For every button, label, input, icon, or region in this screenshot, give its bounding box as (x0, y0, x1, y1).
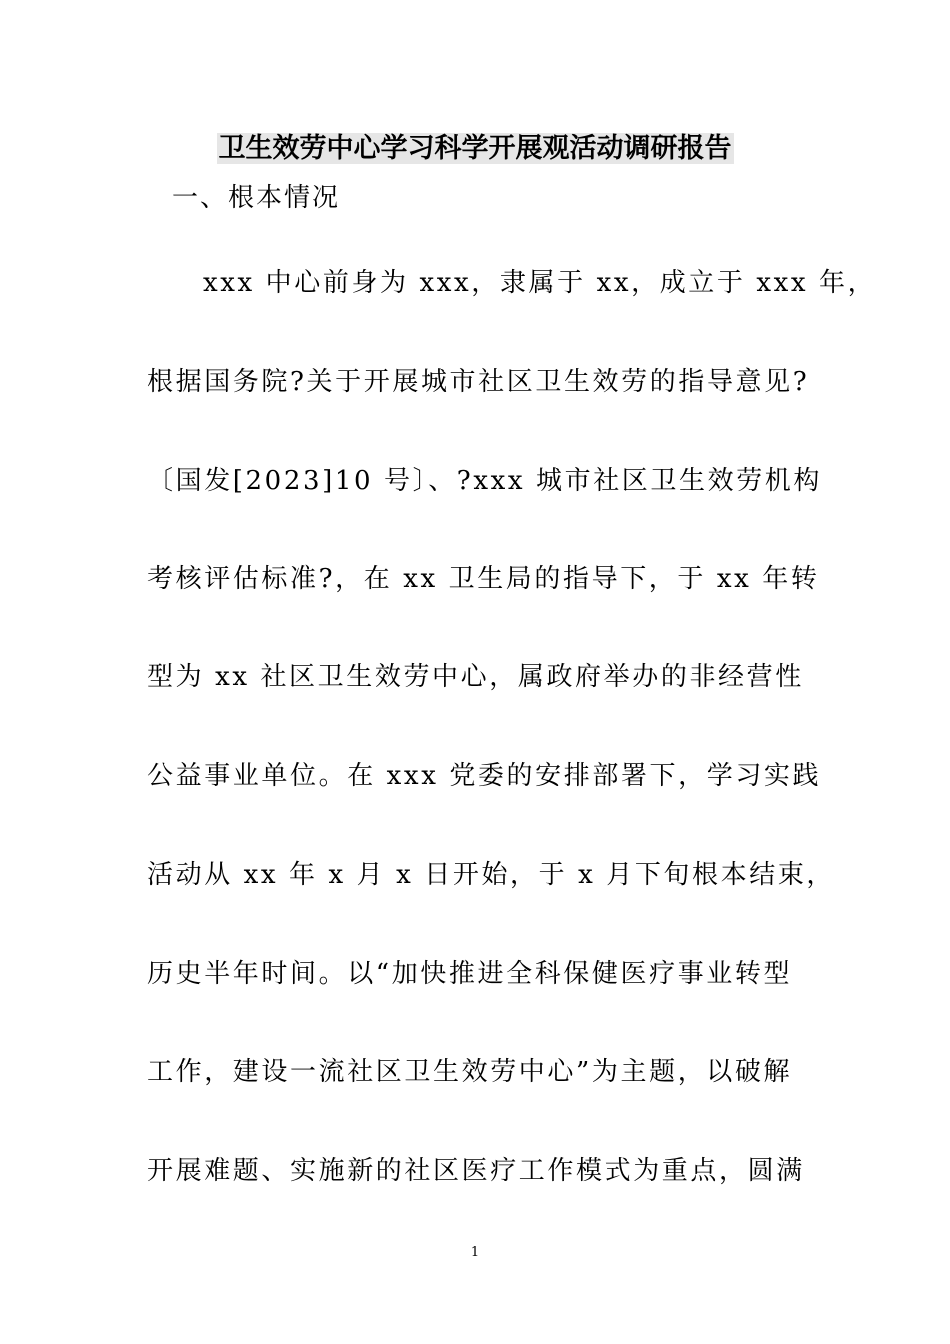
section-heading: 一、根本情况 (172, 183, 341, 213)
paragraph-line: 型为 xx 社区卫生效劳中心，属政府举办的非经营性 (147, 662, 804, 692)
paragraph-line: 工作，建设一流社区卫生效劳中心”为主题，以破解 (147, 1057, 793, 1087)
paragraph-line: 根据国务院?关于开展城市社区卫生效劳的指导意见? (147, 367, 810, 397)
paragraph-line: 开展难题、实施新的社区医疗工作模式为重点，圆满 (147, 1156, 805, 1186)
paragraph-line: 公益事业单位。在 xxx 党委的安排部署下，学习实践 (147, 761, 822, 791)
paragraph-line: 活动从 xx 年 x 月 x 日开始，于 x 月下旬根本结束， (147, 860, 836, 890)
document-title: 卫生效劳中心学习科学开展观活动调研报告 (218, 133, 732, 164)
paragraph-line: 〔国发[2023]10 号〕、?xxx 城市社区卫生效劳机构 (147, 466, 822, 496)
paragraph-line: 历史半年时间。以“加快推进全科保健医疗事业转型 (147, 959, 793, 989)
paragraph-line: xxx 中心前身为 xxx，隶属于 xx，成立于 xxx 年， (203, 268, 877, 298)
paragraph-line: 考核评估标准?，在 xx 卫生局的指导下，于 xx 年转 (147, 564, 820, 594)
page-number: 1 (470, 1245, 480, 1260)
